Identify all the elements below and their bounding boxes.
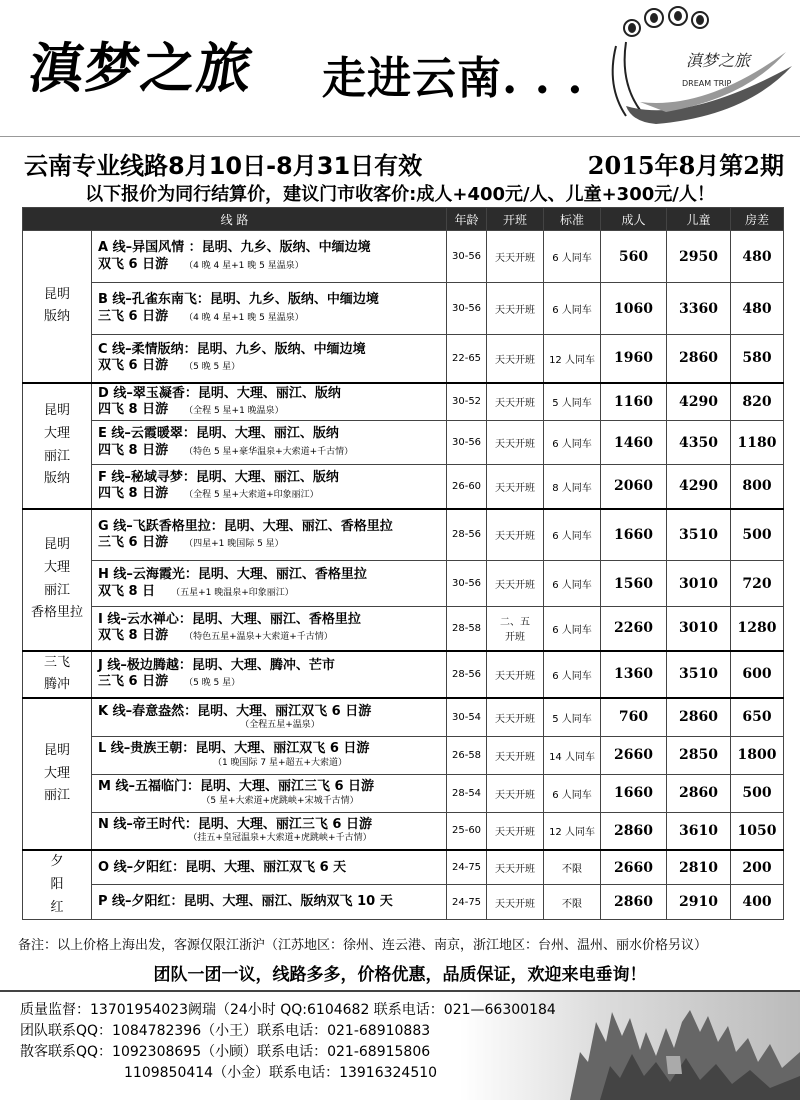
table-row xyxy=(23,383,784,421)
contact-list xyxy=(20,1000,800,1084)
table-row xyxy=(23,465,784,509)
age-cell: 30-56 xyxy=(447,231,487,283)
table-body xyxy=(23,231,784,920)
age-cell: 24-75 xyxy=(447,885,487,920)
standard-cell: 不限 xyxy=(544,885,601,920)
route-cell xyxy=(92,283,447,335)
route-note: （4 晚 4 星+1 晚 5 星温泉） xyxy=(184,260,304,271)
standard-cell: 6 人同车 xyxy=(544,651,601,699)
adult-cell: 1560 xyxy=(601,561,667,607)
route-title: B 线–孔雀东南飞：昆明、九乡、版纳、中缅边境 xyxy=(98,292,379,308)
child-cell: 2860 xyxy=(667,774,731,812)
region-cell: 昆明 大理 丽江 香格里拉 xyxy=(23,509,92,651)
child-cell: 3360 xyxy=(667,283,731,335)
adult-cell: 2860 xyxy=(601,812,667,850)
table-row xyxy=(23,335,784,383)
schedule-cell: 天天开班 xyxy=(487,774,544,812)
route-cell xyxy=(92,850,447,885)
route-note: （全程 5 星+1 晚温泉） xyxy=(184,405,284,416)
adult-cell: 2260 xyxy=(601,607,667,651)
route-note: （挂五+皇冠温泉+大索道+虎跳峡+千古情） xyxy=(188,833,372,844)
room-cell: 600 xyxy=(731,651,784,699)
route-title: E 线–云霞暖翠：昆明、大理、丽江、版纳 xyxy=(98,426,339,442)
child-cell: 2950 xyxy=(667,231,731,283)
age-cell: 30-56 xyxy=(447,283,487,335)
schedule-cell: 天天开班 xyxy=(487,561,544,607)
child-cell: 2860 xyxy=(667,335,731,383)
price-subtitle: 以下报价为同行结算价，建议门市收客价:成人+400元/人、儿童+300元/人！ xyxy=(85,184,715,205)
schedule-cell: 天天开班 xyxy=(487,850,544,885)
route-cell xyxy=(92,383,447,421)
brand-title: 滇梦之旅 xyxy=(25,36,259,100)
logo-subtext: DREAM TRIP xyxy=(682,79,732,88)
issue-number: 2015年8月第2期 xyxy=(587,151,784,180)
age-cell: 30-54 xyxy=(447,698,487,736)
room-cell: 650 xyxy=(731,698,784,736)
route-duration: 四飞 8 日游 xyxy=(98,442,169,458)
adult-cell: 760 xyxy=(601,698,667,736)
standard-cell: 6 人同车 xyxy=(544,509,601,561)
route-duration: 三飞 6 日游 xyxy=(98,674,169,690)
region-cell: 昆明 大理 丽江 xyxy=(23,698,92,850)
schedule-cell: 天天开班 xyxy=(487,812,544,850)
adult-cell: 2660 xyxy=(601,736,667,774)
route-title: A 线–异国风情 ：昆明、九乡、版纳、中缅边境 xyxy=(98,240,371,256)
room-cell: 1280 xyxy=(731,607,784,651)
standard-cell: 6 人同车 xyxy=(544,774,601,812)
child-cell: 3010 xyxy=(667,607,731,651)
route-title: G 线–飞跃香格里拉：昆明、大理、丽江、香格里拉 xyxy=(98,518,393,534)
adult-cell: 1160 xyxy=(601,383,667,421)
route-cell xyxy=(92,651,447,699)
route-title: F 线–秘域寻梦：昆明、大理、丽江、版纳 xyxy=(98,470,339,485)
table-row xyxy=(23,885,784,920)
age-cell: 26-60 xyxy=(447,465,487,509)
route-cell xyxy=(92,698,447,736)
room-cell: 480 xyxy=(731,283,784,335)
route-note: （四星+1 晚国际 5 星） xyxy=(184,538,284,549)
route-note: （5 晚 5 星） xyxy=(184,362,241,373)
route-title: P 线–夕阳红：昆明、大理、丽江、版纳双飞 10 天 xyxy=(98,894,393,910)
table-row xyxy=(23,561,784,607)
adult-cell: 1460 xyxy=(601,421,667,465)
route-duration: 双飞 6 日游 xyxy=(98,256,169,272)
contact-extra: 1109850414（小金）联系电话：13916324510 xyxy=(124,1065,438,1081)
table-row xyxy=(23,774,784,812)
schedule-cell: 天天开班 xyxy=(487,885,544,920)
standard-cell: 6 人同车 xyxy=(544,607,601,651)
route-cell xyxy=(92,231,447,283)
table-row xyxy=(23,231,784,283)
schedule-cell: 天天开班 xyxy=(487,509,544,561)
room-cell: 720 xyxy=(731,561,784,607)
room-cell: 500 xyxy=(731,774,784,812)
route-cell xyxy=(92,335,447,383)
route-cell xyxy=(92,812,447,850)
table-row xyxy=(23,698,784,736)
route-title: C 线–柔情版纳：昆明、九乡、版纳、中缅边境 xyxy=(98,342,366,357)
room-cell: 200 xyxy=(731,850,784,885)
route-duration: 四飞 8 日游 xyxy=(98,401,169,417)
adult-cell: 1060 xyxy=(601,283,667,335)
age-cell: 28-56 xyxy=(447,651,487,699)
schedule-cell: 天天开班 xyxy=(487,465,544,509)
room-cell: 800 xyxy=(731,465,784,509)
route-note: （4 晚 4 星+1 晚 5 星温泉） xyxy=(184,312,304,323)
child-cell: 2810 xyxy=(667,850,731,885)
child-cell: 4350 xyxy=(667,421,731,465)
adult-cell: 2660 xyxy=(601,850,667,885)
child-cell: 4290 xyxy=(667,383,731,421)
schedule-cell: 天天开班 xyxy=(487,335,544,383)
child-cell: 3010 xyxy=(667,561,731,607)
adult-cell: 1660 xyxy=(601,774,667,812)
route-title: O 线–夕阳红：昆明、大理、丽江双飞 6 天 xyxy=(98,859,347,875)
age-cell: 30-52 xyxy=(447,383,487,421)
header-route: 线 路 xyxy=(23,208,447,231)
adult-cell: 560 xyxy=(601,231,667,283)
route-note: （5 星+大索道+虎跳峡+宋城千古情） xyxy=(201,795,359,806)
contact-team: 团队联系QQ：1084782396（小王）联系电话：021-68910883 xyxy=(20,1023,431,1039)
route-cell xyxy=(92,421,447,465)
route-title: D 线–翠玉凝香：昆明、大理、丽江、版纳 xyxy=(98,385,341,401)
route-title: H 线–云海霞光：昆明、大理、丽江、香格里拉 xyxy=(98,567,367,583)
table-row xyxy=(23,812,784,850)
header-adult: 成人 xyxy=(601,208,667,231)
footer-note: 备注：以上价格上海出发，客源仅限江浙沪（江苏地区：徐州、连云港、南京，浙江地区：台州、温州、丽水价格另议） xyxy=(18,938,708,953)
route-note: （5 晚 5 星） xyxy=(184,678,241,689)
route-note: （全程五星+温泉） xyxy=(240,719,320,730)
region-cell: 三飞 腾冲 xyxy=(23,651,92,699)
standard-cell: 6 人同车 xyxy=(544,231,601,283)
route-note: （特色 5 星+豪华温泉+大索道+千古情） xyxy=(184,446,354,457)
region-cell: 夕 阳 红 xyxy=(23,850,92,920)
schedule-cell: 二、五 开班 xyxy=(487,607,544,651)
header-child: 儿童 xyxy=(667,208,731,231)
validity-title-row xyxy=(24,146,784,180)
room-cell: 1050 xyxy=(731,812,784,850)
age-cell: 30-56 xyxy=(447,421,487,465)
age-cell: 28-58 xyxy=(447,607,487,651)
route-title: J 线–极边腾越：昆明、大理、腾冲、芒市 xyxy=(98,658,335,673)
standard-cell: 12 人同车 xyxy=(544,335,601,383)
room-cell: 580 xyxy=(731,335,784,383)
slogan: 走进云南. . . xyxy=(322,53,584,104)
table-row xyxy=(23,607,784,651)
route-title: N 线–帝王时代：昆明、大理、丽江三飞 6 日游 xyxy=(98,817,373,832)
room-cell: 820 xyxy=(731,383,784,421)
route-duration: 双飞 6 日游 xyxy=(98,358,169,374)
standard-cell: 8 人同车 xyxy=(544,465,601,509)
contact-quality: 质量监督：13701954023阙瑞（24小时 QQ:6104682 联系电话：021—66300184 xyxy=(20,1002,556,1018)
route-note: （1 晚国际 7 星+超五+大索道） xyxy=(212,757,348,768)
route-duration: 三飞 6 日游 xyxy=(98,534,169,550)
header-age: 年龄 xyxy=(447,208,487,231)
child-cell: 3510 xyxy=(667,651,731,699)
standard-cell: 6 人同车 xyxy=(544,421,601,465)
route-title: L 线–贵族王朝：昆明、大理、丽江双飞 6 日游 xyxy=(98,741,370,757)
room-cell: 1800 xyxy=(731,736,784,774)
room-cell: 480 xyxy=(731,231,784,283)
route-cell xyxy=(92,885,447,920)
route-duration: 三飞 6 日游 xyxy=(98,308,169,324)
child-cell: 3610 xyxy=(667,812,731,850)
standard-cell: 6 人同车 xyxy=(544,561,601,607)
region-cell: 昆明 版纳 xyxy=(23,231,92,383)
standard-cell: 12 人同车 xyxy=(544,812,601,850)
age-cell: 28-54 xyxy=(447,774,487,812)
standard-cell: 5 人同车 xyxy=(544,698,601,736)
table-row xyxy=(23,283,784,335)
header-room: 房差 xyxy=(731,208,784,231)
room-cell: 1180 xyxy=(731,421,784,465)
standard-cell: 6 人同车 xyxy=(544,283,601,335)
adult-cell: 2860 xyxy=(601,885,667,920)
child-cell: 2860 xyxy=(667,698,731,736)
validity-title: 云南专业线路8月10日-8月31日有效 xyxy=(24,152,423,180)
room-cell: 400 xyxy=(731,885,784,920)
age-cell: 28-56 xyxy=(447,509,487,561)
contact-individual: 散客联系QQ：1092308695（小顾）联系电话：021-68915806 xyxy=(20,1044,431,1060)
age-cell: 30-56 xyxy=(447,561,487,607)
schedule-cell: 天天开班 xyxy=(487,651,544,699)
adult-cell: 2060 xyxy=(601,465,667,509)
peacock-logo-icon xyxy=(596,6,796,132)
route-title: K 线–春意盎然：昆明、大理、丽江双飞 6 日游 xyxy=(98,703,372,719)
route-duration: 双飞 8 日游 xyxy=(98,628,169,644)
table-row xyxy=(23,736,784,774)
table-header-row xyxy=(23,208,784,231)
route-title: M 线–五福临门：昆明、大理、丽江三飞 6 日游 xyxy=(98,779,375,795)
route-note: （特色五星+温泉+大索道+千古情） xyxy=(184,632,333,643)
route-title: I 线–云水禅心：昆明、大理、丽江、香格里拉 xyxy=(98,612,361,627)
child-cell: 3510 xyxy=(667,509,731,561)
header-standard: 标准 xyxy=(544,208,601,231)
route-cell xyxy=(92,561,447,607)
adult-cell: 1960 xyxy=(601,335,667,383)
schedule-cell: 天天开班 xyxy=(487,698,544,736)
standard-cell: 不限 xyxy=(544,850,601,885)
logo-text: 滇梦之旅 xyxy=(686,51,751,70)
child-cell: 2910 xyxy=(667,885,731,920)
age-cell: 26-58 xyxy=(447,736,487,774)
schedule-cell: 天天开班 xyxy=(487,231,544,283)
age-cell: 24-75 xyxy=(447,850,487,885)
table-row xyxy=(23,421,784,465)
page-header xyxy=(0,0,800,137)
room-cell: 500 xyxy=(731,509,784,561)
route-cell xyxy=(92,465,447,509)
route-note: （五星+1 晚温泉+印象丽江） xyxy=(171,587,294,598)
schedule-cell: 天天开班 xyxy=(487,383,544,421)
motto: 团队一团一议，线路多多，价格优惠，品质保证，欢迎来电垂询！ xyxy=(153,965,647,985)
region-cell: 昆明 大理 丽江 版纳 xyxy=(23,383,92,509)
route-cell xyxy=(92,774,447,812)
age-cell: 22-65 xyxy=(447,335,487,383)
schedule-cell: 天天开班 xyxy=(487,736,544,774)
child-cell: 4290 xyxy=(667,465,731,509)
standard-cell: 14 人同车 xyxy=(544,736,601,774)
table-row xyxy=(23,850,784,885)
header-schedule: 开班 xyxy=(487,208,544,231)
route-duration: 双飞 8 日 xyxy=(98,583,156,599)
standard-cell: 5 人同车 xyxy=(544,383,601,421)
route-duration: 四飞 8 日游 xyxy=(98,486,169,502)
route-note: （全程 5 星+大索道+印象丽江） xyxy=(184,490,319,501)
table-row xyxy=(23,509,784,561)
route-cell xyxy=(92,509,447,561)
adult-cell: 1660 xyxy=(601,509,667,561)
schedule-cell: 天天开班 xyxy=(487,421,544,465)
age-cell: 25-60 xyxy=(447,812,487,850)
table-row xyxy=(23,651,784,699)
route-cell xyxy=(92,607,447,651)
route-cell xyxy=(92,736,447,774)
adult-cell: 1360 xyxy=(601,651,667,699)
child-cell: 2850 xyxy=(667,736,731,774)
schedule-cell: 天天开班 xyxy=(487,283,544,335)
route-price-table xyxy=(22,207,784,920)
